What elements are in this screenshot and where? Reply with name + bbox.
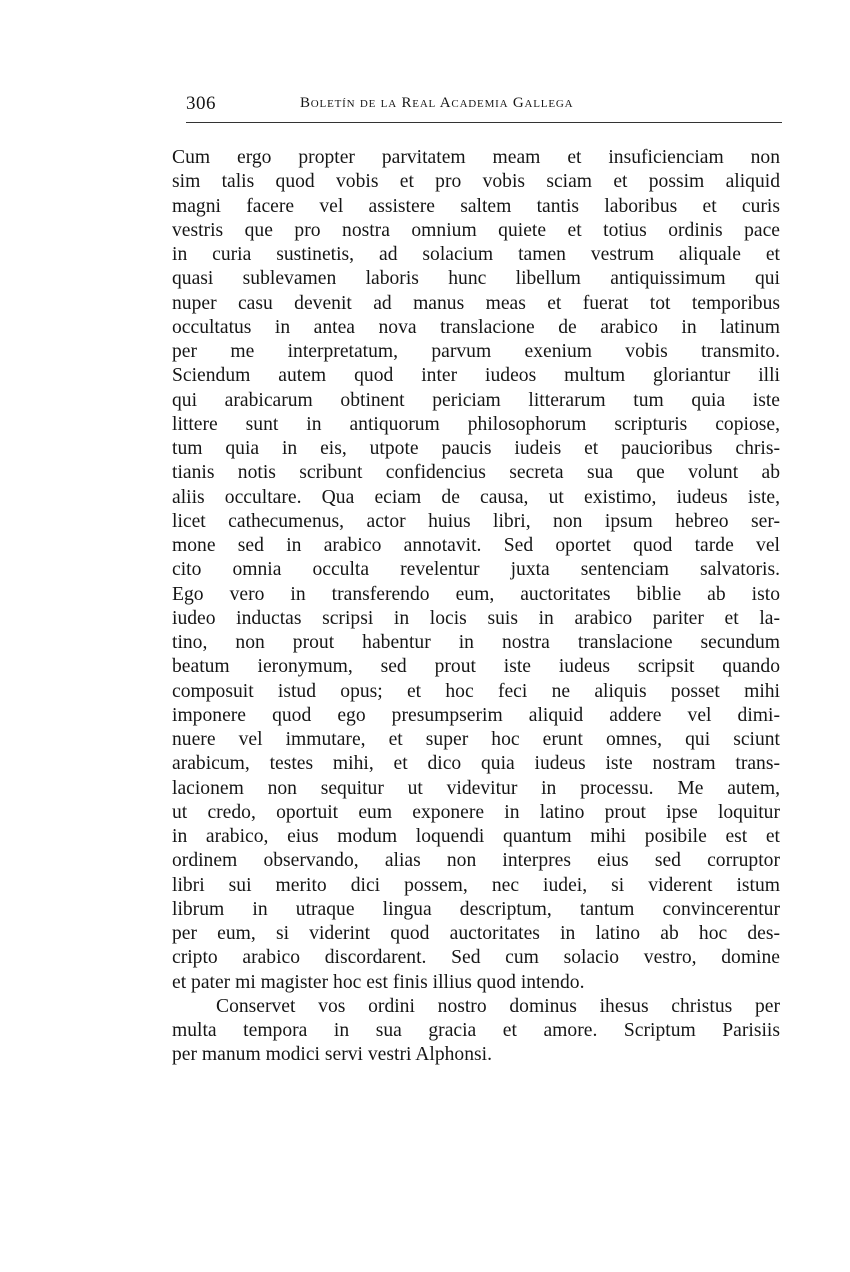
text-line: aliis occultare. Qua eciam de causa, ut existimo, iudeus iste, [172,486,780,508]
text-line: qui arabicarum obtinent periciam litterarum tum quia iste [172,389,780,411]
text-line: nuere vel immutare, et super hoc erunt omnes, qui sciunt [172,729,780,750]
text-line: occultatus in antea nova translacione de arabico in latinum [172,316,780,338]
text-line: per me interpretatum, parvum exenium vobis transmito. [172,341,780,362]
text-line: licet cathecumenus, actor huius libri, non ipsum hebreo ser- [172,510,780,532]
text-line: lacionem non sequitur ut videvitur in processu. Me autem, [172,777,780,799]
text-line: ordinem observando, alias non interpres eius sed corruptor [172,850,780,872]
body-text [172,146,780,1068]
text-line: multa tempora in sua gracia et amore. Scriptum Parisiis [172,1020,780,1041]
text-line: sim talis quod vobis et pro vobis sciam et possim aliquid [172,171,780,193]
paragraph-closing [172,995,780,1068]
text-line: vestris que pro nostra omnium quiete et totius ordinis pace [172,219,780,241]
text-line: littere sunt in antiquorum philosophorum scripturis copiose, [172,413,780,435]
page-header [186,93,782,117]
text-line: Ego vero in transferendo eum, auctoritates biblie ab isto [172,583,780,605]
text-line: beatum ieronymum, sed prout iste iudeus scripsit quando [172,656,780,678]
text-line: Sciendum autem quod inter iudeos multum gloriantur illi [172,365,780,387]
text-line: cripto arabico discordarent. Sed cum solacio vestro, domine [172,947,780,969]
text-line: composuit istud opus; et hoc feci ne aliquis posset mihi [172,680,780,702]
paragraph-letter [172,146,780,995]
text-line: Conservet vos ordini nostro dominus ihesus christus per [216,995,780,1017]
text-line: magni facere vel assistere saltem tantis laboribus et curis [172,195,780,217]
text-line: arabicum, testes mihi, et dico quia iudeus iste nostram trans- [172,753,780,775]
page-number: 306 [186,93,216,114]
text-line: tum quia in eis, utpote paucis iudeis et paucioribus chris- [172,438,780,459]
text-line: iudeo inductas scripsi in locis suis in arabico pariter et la- [172,607,780,629]
text-line: quasi sublevamen laboris hunc libellum antiquissimum qui [172,268,780,290]
text-line: Cum ergo propter parvitatem meam et insuficienciam non [172,147,780,168]
text-line: in curia sustinetis, ad solacium tamen vestrum aliquale et [172,244,780,265]
text-line: per eum, si viderint quod auctoritates in latino ab hoc des- [172,923,780,944]
text-line: mone sed in arabico annotavit. Sed oportet quod tarde vel [172,535,780,556]
text-line: tianis notis scribunt confidencius secreta sua que volunt ab [172,462,780,484]
text-line: tino, non prout habentur in nostra translacione secundum [172,632,780,653]
text-line: libri sui merito dici possem, nec iudei, si viderent istum [172,874,780,896]
header-rule [186,122,782,123]
text-line: per manum modici servi vestri Alphonsi. [172,1044,492,1066]
running-title: Boletín de la Real Academia Gallega [300,95,574,111]
text-line: cito omnia occulta revelentur juxta sentenciam salvatoris. [172,559,780,581]
text-line: in arabico, eius modum loquendi quantum mihi posibile est et [172,826,780,847]
text-line: ut credo, oportuit eum exponere in latino prout ipse loquitur [172,801,780,823]
text-line: nuper casu devenit ad manus meas et fuerat tot temporibus [172,292,780,314]
text-line: imponere quod ego presumpserim aliquid addere vel dimi- [172,704,780,726]
text-line: et pater mi magister hoc est finis illius quod intendo. [172,971,585,993]
text-line: librum in utraque lingua descriptum, tantum convincerentur [172,898,780,920]
